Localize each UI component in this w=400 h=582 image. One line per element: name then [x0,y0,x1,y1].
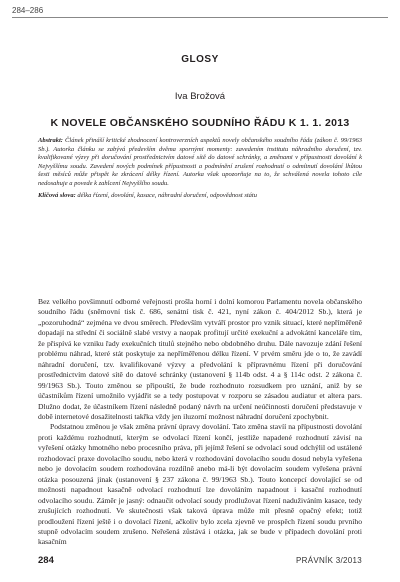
section-title: GLOSY [181,54,219,65]
abstract-paragraph [38,137,362,188]
article-title: K NOVELE OBČANSKÉHO SOUDNÍHO ŘÁDU K 1. 1. 2013 [50,117,350,129]
body-paragraph: Podstatnou změnou je však změna právní úpravy dovolání. Tato změna stavíí na přípustnosti dovolání proti každému rozhodnutí, kterým se odvolací řízení končí, jestliže napadené rozhodnutí závisí na vyřešení otázky hmotného nebo procesního práva, při jejímž řešení se odvolací soud odchýlil od ustálené rozhodovací praxe dovolacího soudu, nebo která v rozhodování dovolacího soudu dosud nebyla vyřešena nebo je dovolacím soudem rozhodována rozdílně anebo má-li být dovolacím soudem vyřešena právní otázka posouzená jinak (ustanovení § 237 zákona č. 99/1963 Sb.). Touto koncepcí dovolající se od možnosti napadnout kasačně odvolací rozhodnutí lze dovoláním napadnout i kasační rozhodnutí odvolacího soudu. Záměr je jasný: odnaučit odvolací soudy prodlužovat řízení naduživáním kasace, tedy zrušujících rozhodnutí. Ve skutečnosti však taková úprava může mít přesně opačný efekt; totiž prodloužení řízení ještě i o dovolací řízení, ačkoliv bylo zcela zjevně ve prospěch řízení soudu prvního stupně odvolacím soudem zrušeno. Neřešená zůstává i otázka, jak se bude v případech dovolání proti kasačním [38,422,362,547]
body-paragraph: Bez velkého povšimnutí odborné veřejnosti prošla horní i dolní komorou Parlamentu novela občanského soudního řádu (sněmovní tisk č. 686, senátní tisk č. 421, nyní zákon č. 404/2012 Sb.), která je „pozoruhodná“ zejména ve dvou směrech. Především vytváří prostor pro vznik situací, které nepříměřeně dopadají na střední či sociálně slabé vrstvy a naopak profitují určité exekuční a advokátní kanceláře tím, že přispívá ke vzniku řady exekučních titulů stejného nebo obdobného druhu. Dále navozuje zdání řešení problému náhrad, které stát poskytuje za nepříměřenou délku řízení. V prvém směru jde o to, že zavádí náhradní doručení, tzv. kvalifikované výzvy a předvolání k přípravnému řízení při doručování prostřednictvím datové sítě do datové schránky (ustanovení § 114b odst. 4 a § 114c odst. 2 zákona č. 99/1963 Sb.). Touto změnou se připouští, že bude rozhodnuto rozsudkem pro uznání, aniž by se účastníkům řízení umožnilo vyjádřit se a tedy postupovat v rozporu se zásadou audiatur et altera pars. Dlužno dodat, že účastníkem řízení následně podaný návrh na určení neúčinnosti doručení představuje v době internetové dosažitelnosti takřka vždy jen iluzorní možnost náhradní doručení zpochybnit. [38,297,362,421]
header-rule [12,17,388,18]
keywords-label: Klíčová slova: [38,192,76,200]
journal-issue: PRÁVNÍK 3/2013 [295,556,362,565]
abstract-text: Článek přináší kritické zhodnocení kontroverzních aspektů novely občanského soudního řádu (zákon č. 99/1963 Sb.). Autorka článku se zabývá především dvěma spornými momenty: zavedením institutu náhradního doručení, tzv. kvalifikované výzvy při doručování prostřednictvím datové sítě do datové schránky, a změnami v přípustnosti dovolání k Nejvyššímu soudu. Zavedení nových podmínek přípustnosti a podmínění zrušení rozhodnutí o odmítnutí dovolání lhůtou šesti měsíců může přispět ke zkrácení délky řízení. Autorka však upozorňuje na to, že schválená novela tohoto cíle nedosahuje a povede k zahlcení Nejvyššího soudu. [38,137,362,187]
article-body [38,297,362,548]
abstract-label: Abstrakt: [38,137,63,144]
page-number: 284 [38,555,54,566]
author-name: Iva Brožová [174,91,226,102]
keywords-text: délka řízení, dovolání, kasace, náhradní doručení, odpovědnost státu [75,192,257,200]
abstract-block [38,137,362,201]
keywords-paragraph [38,192,362,201]
page-range: 284–286 [12,6,44,15]
